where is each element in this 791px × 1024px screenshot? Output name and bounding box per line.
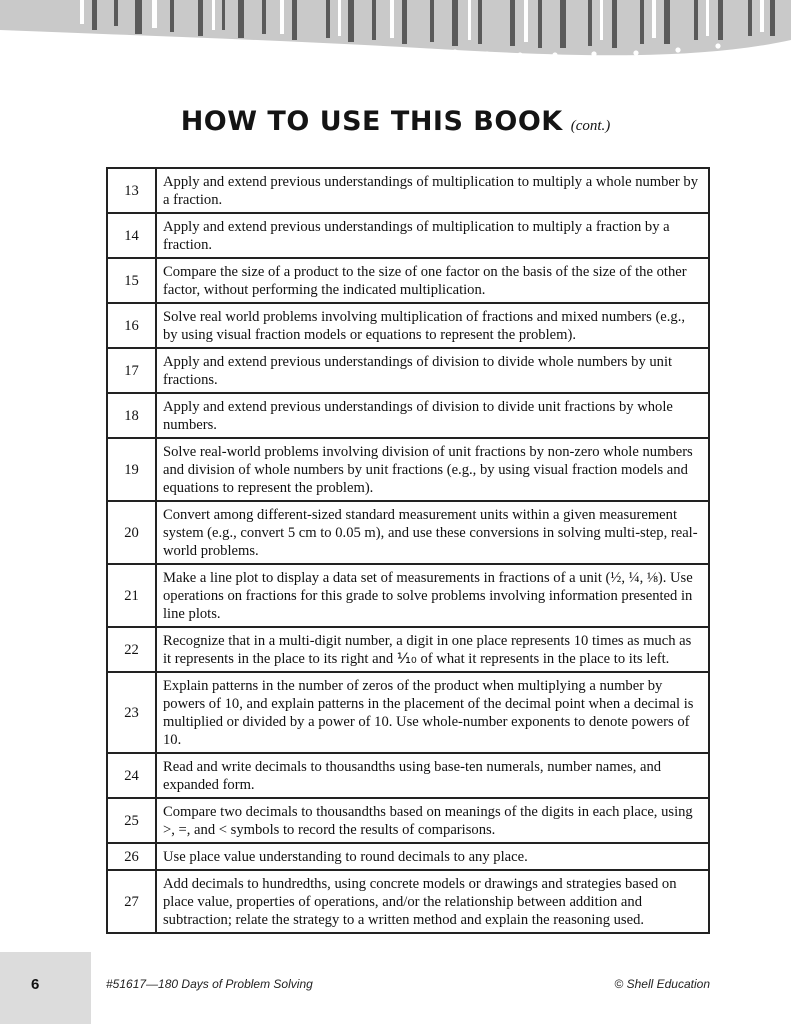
standard-description: Solve real world problems involving multiplication of fractions and mixed numbers (e.g., by using visual fraction models or equations to represent the problem). [156, 303, 709, 348]
title-suffix: (cont.) [570, 118, 611, 134]
standard-description: Read and write decimals to thousandths using base-ten numerals, number names, and expanded form. [156, 753, 709, 798]
standard-number: 21 [107, 564, 156, 627]
standard-number: 20 [107, 501, 156, 564]
standards-table-body [107, 168, 709, 933]
standard-description: Solve real-world problems involving division of unit fractions by non-zero whole numbers and division of whole numbers by unit fractions (e.g., by using visual fraction models and equations to represent the problem). [156, 438, 709, 501]
title-text: HOW TO USE THIS BOOK [180, 106, 563, 137]
standards-table [106, 167, 710, 934]
table-row [107, 627, 709, 672]
standard-number: 18 [107, 393, 156, 438]
table-row [107, 672, 709, 753]
page-number-tab [0, 952, 91, 1024]
standard-number: 22 [107, 627, 156, 672]
page-number: 6 [31, 976, 40, 993]
table-row [107, 303, 709, 348]
footer-publisher: © Shell Education [614, 977, 710, 991]
standard-number: 15 [107, 258, 156, 303]
table-row [107, 501, 709, 564]
page-title [0, 106, 791, 137]
table-row [107, 798, 709, 843]
table-row [107, 843, 709, 870]
standard-number: 24 [107, 753, 156, 798]
table-row [107, 753, 709, 798]
decorative-banner [0, 0, 791, 70]
table-row [107, 348, 709, 393]
standard-description: Compare two decimals to thousandths based on meanings of the digits in each place, using >, =, and < symbols to record the results of comparisons. [156, 798, 709, 843]
standard-description: Add decimals to hundredths, using concrete models or drawings and strategies based on place value, properties of operations, and/or the relationship between addition and subtraction; relate the strategy to a written method and explain the reasoning used. [156, 870, 709, 933]
standard-description: Apply and extend previous understandings of multiplication to multiply a whole number by a fraction. [156, 168, 709, 213]
table-row [107, 564, 709, 627]
standard-number: 14 [107, 213, 156, 258]
standard-number: 23 [107, 672, 156, 753]
table-row [107, 438, 709, 501]
standard-number: 25 [107, 798, 156, 843]
standard-description: Apply and extend previous understandings of division to divide whole numbers by unit fractions. [156, 348, 709, 393]
standard-description: Explain patterns in the number of zeros of the product when multiplying a number by powers of 10, and explain patterns in the placement of the decimal point when a decimal is multiplied or divided by a power of 10. Use whole-number exponents to denote powers of 10. [156, 672, 709, 753]
standard-description: Convert among different-sized standard measurement units within a given measurement system (e.g., convert 5 cm to 0.05 m), and use these conversions in solving multi-step, real-world problems. [156, 501, 709, 564]
standard-number: 16 [107, 303, 156, 348]
standard-description: Recognize that in a multi-digit number, a digit in one place represents 10 times as much as it represents in the place to its right and ⅒ of what it represents in the place to its left. [156, 627, 709, 672]
footer-book-title: #51617—180 Days of Problem Solving [106, 977, 313, 991]
standard-description: Use place value understanding to round decimals to any place. [156, 843, 709, 870]
standard-description: Make a line plot to display a data set of measurements in fractions of a unit (½, ¼, ⅛). Use operations on fractions for this grade to solve problems involving information presented in line plots. [156, 564, 709, 627]
standard-description: Apply and extend previous understandings of division to divide unit fractions by whole numbers. [156, 393, 709, 438]
standard-number: 27 [107, 870, 156, 933]
table-row [107, 168, 709, 213]
table-row [107, 258, 709, 303]
standard-description: Compare the size of a product to the size of one factor on the basis of the size of the other factor, without performing the indicated multiplication. [156, 258, 709, 303]
standard-number: 26 [107, 843, 156, 870]
standard-number: 17 [107, 348, 156, 393]
table-row [107, 870, 709, 933]
standard-number: 13 [107, 168, 156, 213]
table-row [107, 393, 709, 438]
standard-description: Apply and extend previous understandings of multiplication to multiply a fraction by a fraction. [156, 213, 709, 258]
table-row [107, 213, 709, 258]
standard-number: 19 [107, 438, 156, 501]
